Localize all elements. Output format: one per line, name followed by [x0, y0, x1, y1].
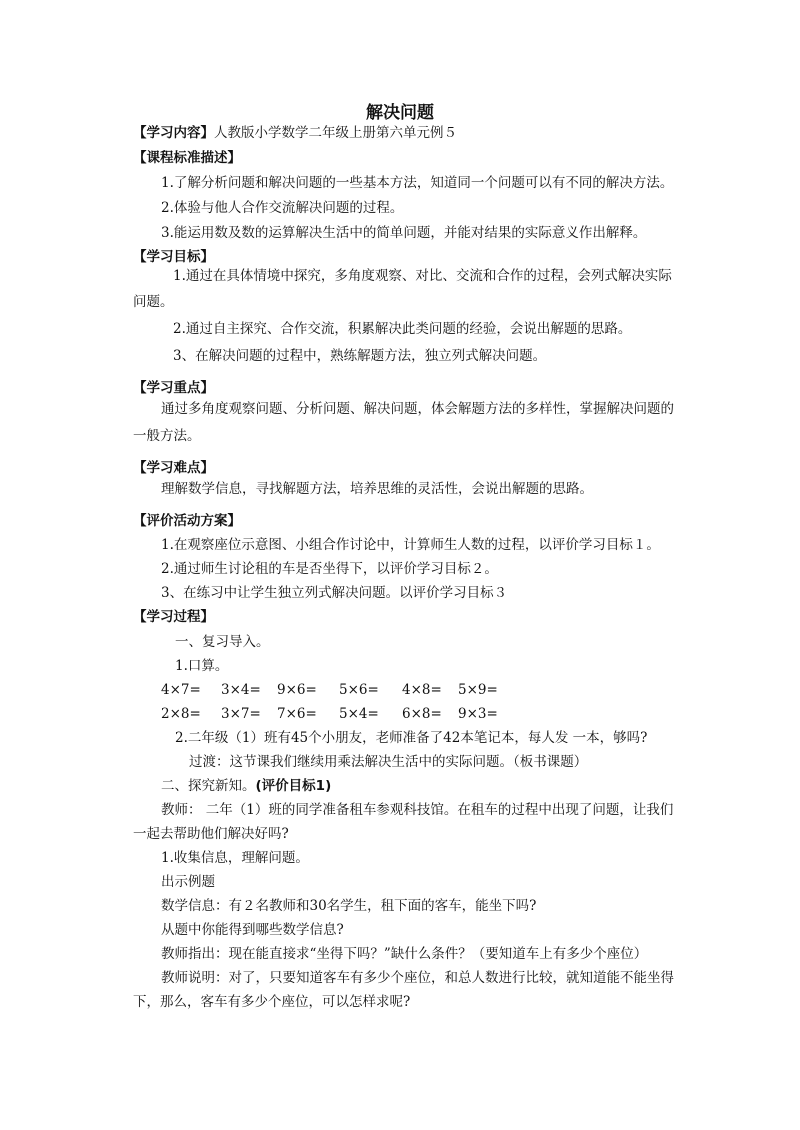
explain-line-b: 下，那么，客车有多少个座位，可以怎样求呢? [133, 994, 411, 1010]
eval-item-3: 3、在练习中让学生独立列式解决问题。以评价学习目标３ [161, 585, 508, 601]
question-2: 2.二年级（1）班有45个小朋友，老师准备了42本笔记本，每人发 一本，够吗? [175, 730, 648, 746]
heading-difficult: 【学习难点】 [133, 460, 214, 476]
heading-standard: 【课程标准描述】 [133, 150, 241, 166]
show-example: 出示例题 [161, 874, 215, 890]
oral-item: 3×4= [221, 682, 261, 698]
teacher-point: 教师指出：现在能直接求“坐得下吗？”缺什么条件？（要知道车上有多少个座位） [161, 946, 648, 962]
goal-1-line-a: 1.通过在具体情境中探究，多角度观察、对比、交流和合作的过程，会列式解决实际 [173, 268, 672, 284]
content-text: 人教版小学数学二年级上册第六单元例５ [214, 125, 457, 141]
explain-line-a: 教师说明：对了，只要知道客车有多少个座位，和总人数进行比较，就知道能不能坐得 [161, 970, 674, 986]
oral-item: 9×6= [277, 682, 317, 698]
standard-item-2: 2.体验与他人合作交流解决问题的过程。 [161, 200, 404, 216]
step-2-eval-target: (评价目标1) [255, 778, 332, 794]
oral-item: 4×8= [402, 682, 442, 698]
collect-info: 1.收集信息，理解问题。 [161, 850, 309, 866]
oral-item: 4×7= [161, 682, 201, 698]
step-2-line [161, 776, 331, 796]
heading-eval: 【评价活动方案】 [133, 513, 241, 529]
math-info: 数学信息：有２名教师和30名学生，租下面的客车，能坐下吗? [161, 898, 537, 914]
step-2-heading: 二、探究新知。 [161, 778, 256, 794]
eval-item-1: 1.在观察座位示意图、小组合作讨论中，计算师生人数的过程，以评价学习目标１。 [161, 537, 660, 553]
key-line-a: 通过多角度观察问题、分析问题、解决问题，体会解题方法的多样性，掌握解决问题的 [161, 401, 674, 417]
standard-item-1: 1.了解分析问题和解决问题的一些基本方法，知道同一个问题可以有不同的解决方法。 [161, 175, 674, 191]
teacher-line-b: 一起去帮助他们解决好吗? [133, 826, 289, 842]
heading-goals: 【学习目标】 [133, 249, 214, 265]
content-label: 【学习内容】 [133, 125, 214, 141]
heading-process: 【学习过程】 [133, 609, 214, 625]
oral-calc-label: 1.口算。 [175, 658, 229, 674]
oral-item: 6×8= [402, 706, 442, 722]
key-line-b: 一般方法。 [133, 428, 201, 444]
oral-item: 9×3= [458, 706, 498, 722]
oral-row-2 [161, 704, 514, 724]
oral-item: 7×6= [277, 706, 317, 722]
oral-item: 5×6= [339, 682, 379, 698]
standard-item-3: 3.能运用数及数的运算解决生活中的简单问题，并能对结果的实际意义作出解释。 [161, 225, 647, 241]
transition-text: 过渡：这节课我们继续用乘法解决生活中的实际问题。（板书课题） [189, 754, 588, 770]
page-title: 解决问题 [366, 103, 434, 123]
heading-key: 【学习重点】 [133, 380, 214, 396]
eval-item-2: 2.通过师生讨论租的车是否坐得下，以评价学习目标２。 [161, 561, 498, 577]
goal-3: 3、在解决问题的过程中，熟练解题方法，独立列式解决问题。 [173, 348, 547, 364]
oral-item: 5×9= [458, 682, 498, 698]
teacher-line-a: 教师： 二年（1）班的同学准备租车参观科技馆。在租车的过程中出现了问题，让我们 [161, 802, 674, 818]
ask-question: 从题中你能得到哪些数学信息? [161, 922, 344, 938]
oral-item: 3×7= [221, 706, 261, 722]
oral-item: 2×8= [161, 706, 201, 722]
goal-1-line-b: 问题。 [133, 294, 174, 310]
oral-row-1 [161, 680, 514, 700]
step-1-heading: 一、复习导入。 [175, 634, 270, 650]
difficult-text: 理解数学信息，寻找解题方法，培养思维的灵活性，会说出解题的思路。 [161, 481, 593, 497]
goal-2: 2.通过自主探究、合作交流，积累解决此类问题的经验，会说出解题的思路。 [173, 321, 632, 337]
content-line [133, 123, 457, 143]
oral-item: 5×4= [339, 706, 379, 722]
